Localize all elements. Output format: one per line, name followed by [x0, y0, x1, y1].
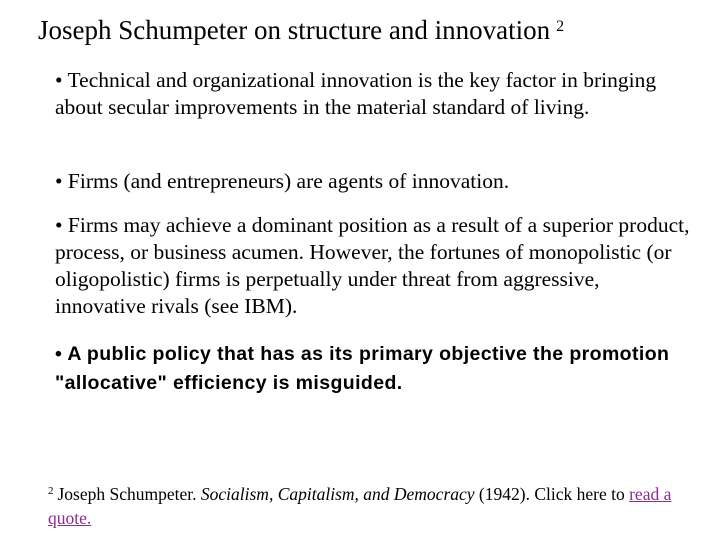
footnote-author: Joseph Schumpeter. [57, 484, 197, 504]
bullet-innovation-key-factor: • Technical and organizational innovation is the key factor in bringing about secular improvements in the material standard of living. [55, 68, 657, 119]
bullet-firms-agents: • Firms (and entrepreneurs) are agents of innovation. [55, 169, 510, 193]
title-footnote-marker: 2 [556, 18, 565, 35]
bullet-dominant-position: • Firms may achieve a dominant position as a result of a superior product, process, or business acumen. However, the fortunes of monopolistic (or oligopolistic) firms is perpetually under threat from aggressive, innovative rivals (see IBM). [55, 213, 690, 318]
footnote-prompt: Click here to [534, 484, 625, 504]
read-quote-link[interactable]: read a quote. [48, 484, 672, 528]
footnote-marker: 2 [48, 485, 54, 497]
slide-title [38, 10, 564, 47]
footnote-book-title: Socialism, Capitalism, and Democracy [200, 484, 475, 504]
footnote [48, 479, 688, 530]
slide-title-text: Joseph Schumpeter on structure and innovation [38, 15, 551, 45]
bullet-public-policy: • A public policy that has as its primary objective the promotion "allocative" efficiency is misguided. [55, 343, 670, 394]
footnote-year: (1942). [478, 484, 530, 504]
